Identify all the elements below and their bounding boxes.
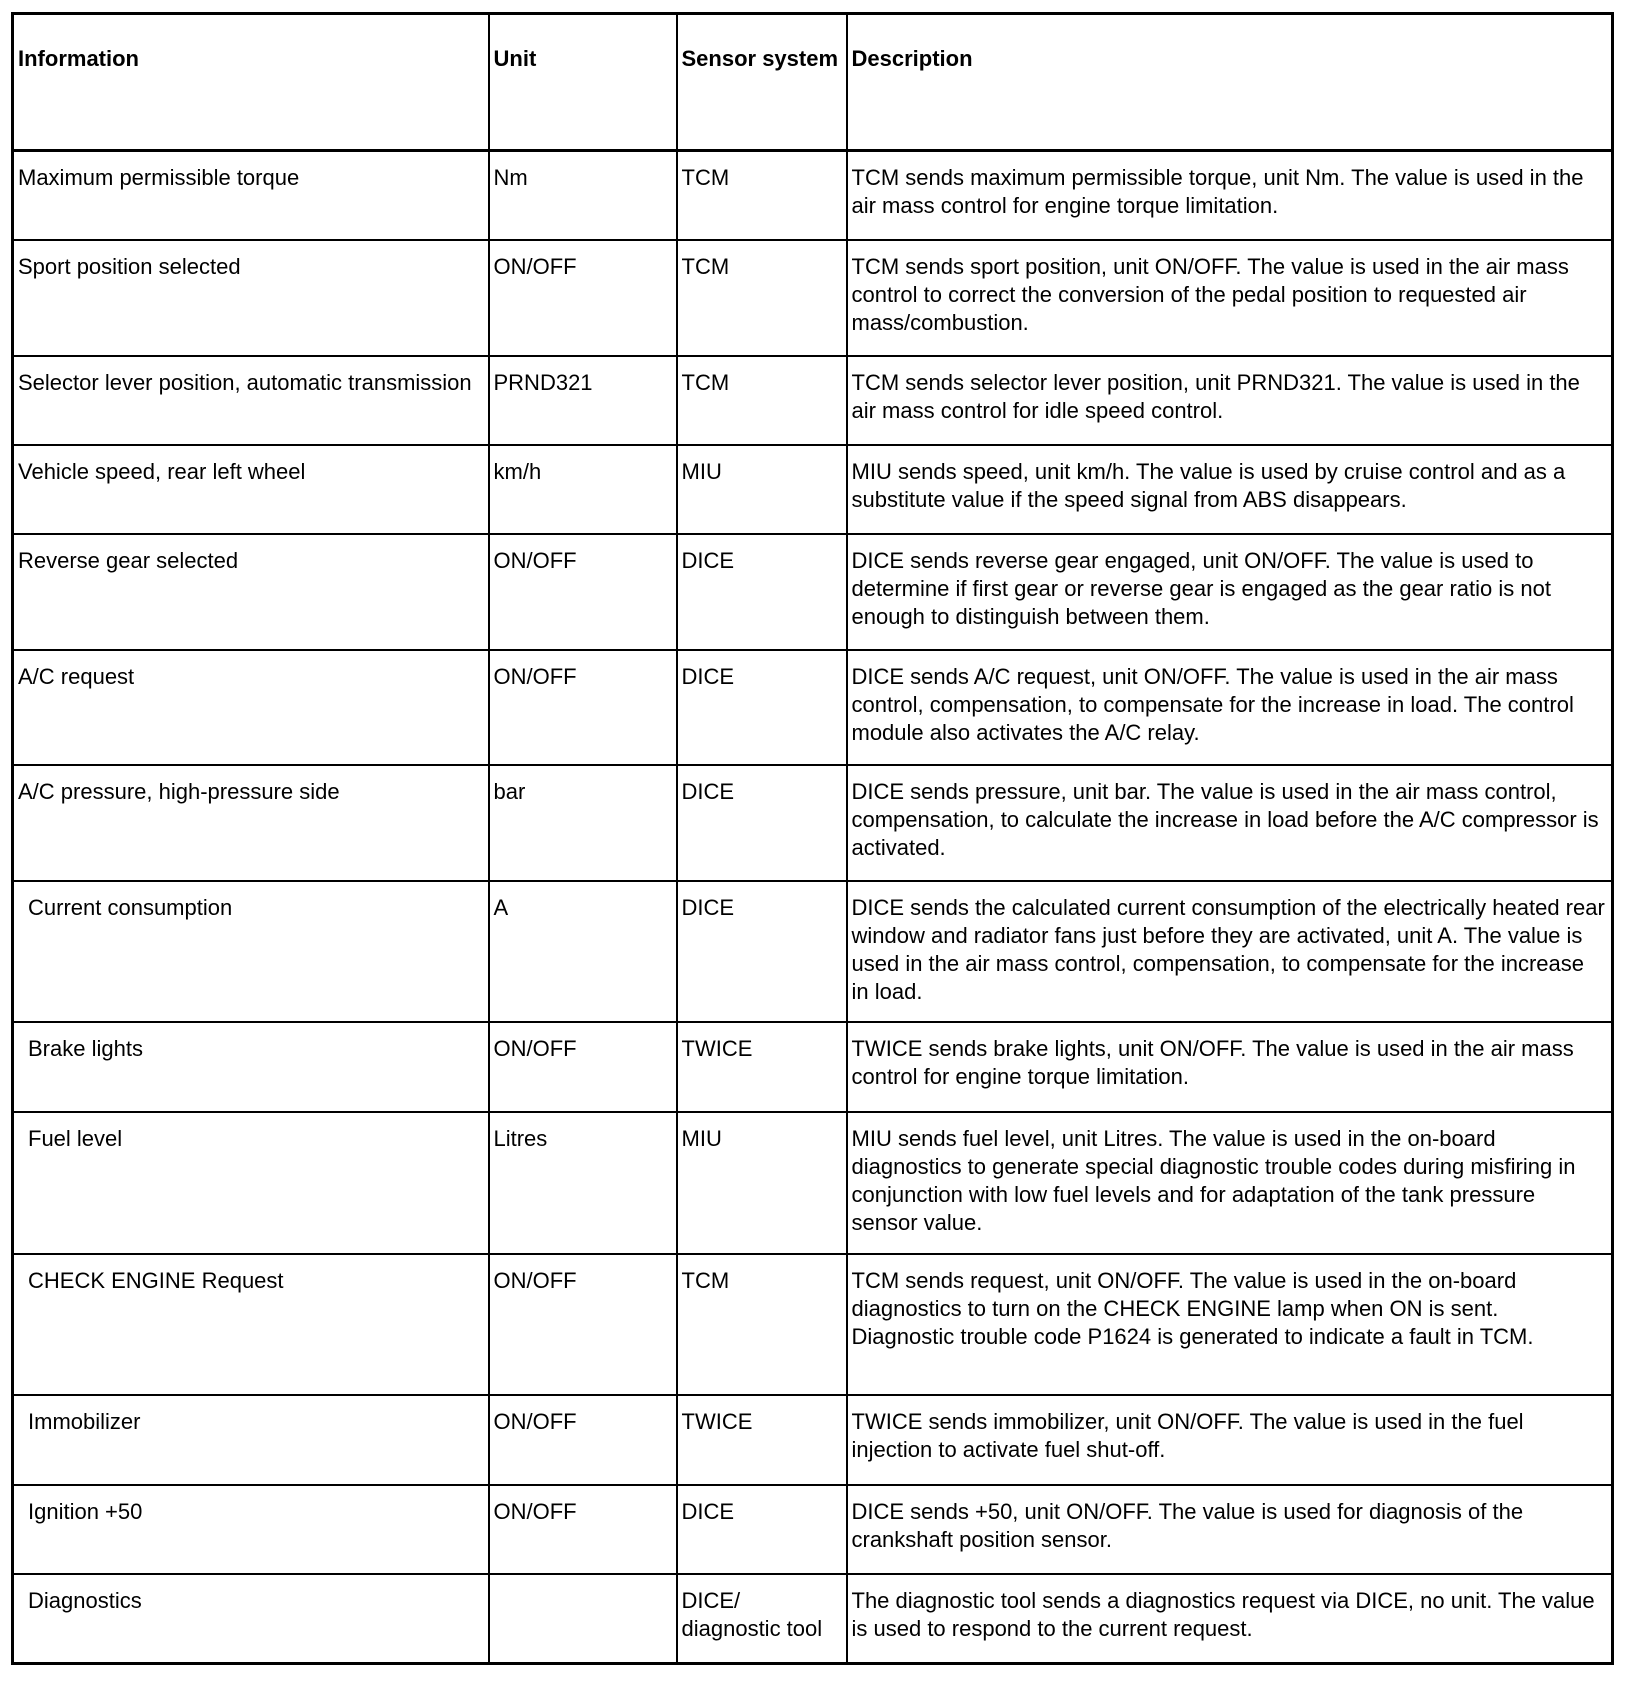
cell-sensor-system: MIU: [677, 445, 847, 534]
table-row: [13, 765, 1613, 881]
cell-unit: ON/OFF: [489, 534, 677, 650]
cell-sensor-system: TWICE: [677, 1395, 847, 1484]
cell-description: MIU sends fuel level, unit Litres. The value is used in the on-board diagnostics to generate special diagnostic trouble codes during misfiring in conjunction with low fuel levels and for adaptation of the tank pressure sensor value.: [847, 1112, 1613, 1254]
header-information: Information: [13, 14, 489, 151]
cell-information: Maximum permissible torque: [13, 151, 489, 241]
cell-sensor-system: DICE/ diagnostic tool: [677, 1574, 847, 1664]
cell-sensor-system: TCM: [677, 240, 847, 356]
header-row: [13, 14, 1613, 151]
cell-sensor-system: DICE: [677, 765, 847, 881]
cell-description: DICE sends pressure, unit bar. The value is used in the air mass control, compensation, to calculate the increase in load before the A/C compressor is activated.: [847, 765, 1613, 881]
cell-description: TCM sends sport position, unit ON/OFF. The value is used in the air mass control to correct the conversion of the pedal position to requested air mass/combustion.: [847, 240, 1613, 356]
cell-description: TCM sends maximum permissible torque, unit Nm. The value is used in the air mass control for engine torque limitation.: [847, 151, 1613, 241]
cell-unit: [489, 1574, 677, 1664]
cell-information: Immobilizer: [13, 1395, 489, 1484]
signal-table: [11, 12, 1614, 1665]
cell-unit: A: [489, 881, 677, 1023]
cell-information: Selector lever position, automatic transmission: [13, 356, 489, 445]
table-body: [13, 151, 1613, 1664]
cell-sensor-system: MIU: [677, 1112, 847, 1254]
table-row: [13, 1254, 1613, 1396]
table-header: [13, 14, 1613, 151]
table-row: [13, 356, 1613, 445]
header-description: Description: [847, 14, 1613, 151]
table-row: [13, 1395, 1613, 1484]
cell-information: Sport position selected: [13, 240, 489, 356]
cell-information: CHECK ENGINE Request: [13, 1254, 489, 1396]
cell-description: TWICE sends immobilizer, unit ON/OFF. The value is used in the fuel injection to activate fuel shut-off.: [847, 1395, 1613, 1484]
cell-description: TCM sends request, unit ON/OFF. The value is used in the on-board diagnostics to turn on the CHECK ENGINE lamp when ON is sent. Diagnostic trouble code P1624 is generated to indicate a fault in TCM.: [847, 1254, 1613, 1396]
cell-information: A/C pressure, high-pressure side: [13, 765, 489, 881]
cell-unit: ON/OFF: [489, 240, 677, 356]
table-row: [13, 151, 1613, 241]
table-row: [13, 1112, 1613, 1254]
table-row: [13, 1574, 1613, 1664]
cell-sensor-system: DICE: [677, 881, 847, 1023]
cell-description: MIU sends speed, unit km/h. The value is used by cruise control and as a substitute value if the speed signal from ABS disappears.: [847, 445, 1613, 534]
table-row: [13, 534, 1613, 650]
cell-unit: ON/OFF: [489, 650, 677, 766]
cell-unit: PRND321: [489, 356, 677, 445]
cell-unit: bar: [489, 765, 677, 881]
cell-information: Reverse gear selected: [13, 534, 489, 650]
cell-unit: km/h: [489, 445, 677, 534]
table-row: [13, 1485, 1613, 1574]
cell-information: A/C request: [13, 650, 489, 766]
cell-sensor-system: DICE: [677, 650, 847, 766]
cell-sensor-system: TCM: [677, 1254, 847, 1396]
table-row: [13, 881, 1613, 1023]
cell-description: DICE sends the calculated current consumption of the electrically heated rear window and radiator fans just before they are activated, unit A. The value is used in the air mass control, compensation, to compensate for the increase in load.: [847, 881, 1613, 1023]
cell-description: DICE sends A/C request, unit ON/OFF. The value is used in the air mass control, compensation, to compensate for the increase in load. The control module also activates the A/C relay.: [847, 650, 1613, 766]
table-row: [13, 240, 1613, 356]
cell-information: Vehicle speed, rear left wheel: [13, 445, 489, 534]
cell-information: Diagnostics: [13, 1574, 489, 1664]
cell-unit: ON/OFF: [489, 1485, 677, 1574]
table-row: [13, 445, 1613, 534]
table-row: [13, 1022, 1613, 1111]
header-sensor-system: Sensor system: [677, 14, 847, 151]
cell-unit: ON/OFF: [489, 1395, 677, 1484]
cell-information: Ignition +50: [13, 1485, 489, 1574]
cell-unit: Litres: [489, 1112, 677, 1254]
cell-sensor-system: DICE: [677, 534, 847, 650]
cell-description: DICE sends +50, unit ON/OFF. The value is used for diagnosis of the crankshaft position sensor.: [847, 1485, 1613, 1574]
cell-sensor-system: DICE: [677, 1485, 847, 1574]
cell-description: TCM sends selector lever position, unit PRND321. The value is used in the air mass control for idle speed control.: [847, 356, 1613, 445]
cell-information: Brake lights: [13, 1022, 489, 1111]
cell-description: DICE sends reverse gear engaged, unit ON/OFF. The value is used to determine if first gear or reverse gear is engaged as the gear ratio is not enough to distinguish between them.: [847, 534, 1613, 650]
cell-information: Fuel level: [13, 1112, 489, 1254]
cell-description: TWICE sends brake lights, unit ON/OFF. The value is used in the air mass control for engine torque limitation.: [847, 1022, 1613, 1111]
header-unit: Unit: [489, 14, 677, 151]
table-row: [13, 650, 1613, 766]
cell-unit: ON/OFF: [489, 1254, 677, 1396]
cell-unit: Nm: [489, 151, 677, 241]
cell-information: Current consumption: [13, 881, 489, 1023]
cell-description: The diagnostic tool sends a diagnostics request via DICE, no unit. The value is used to respond to the current request.: [847, 1574, 1613, 1664]
cell-unit: ON/OFF: [489, 1022, 677, 1111]
cell-sensor-system: TCM: [677, 356, 847, 445]
cell-sensor-system: TCM: [677, 151, 847, 241]
cell-sensor-system: TWICE: [677, 1022, 847, 1111]
